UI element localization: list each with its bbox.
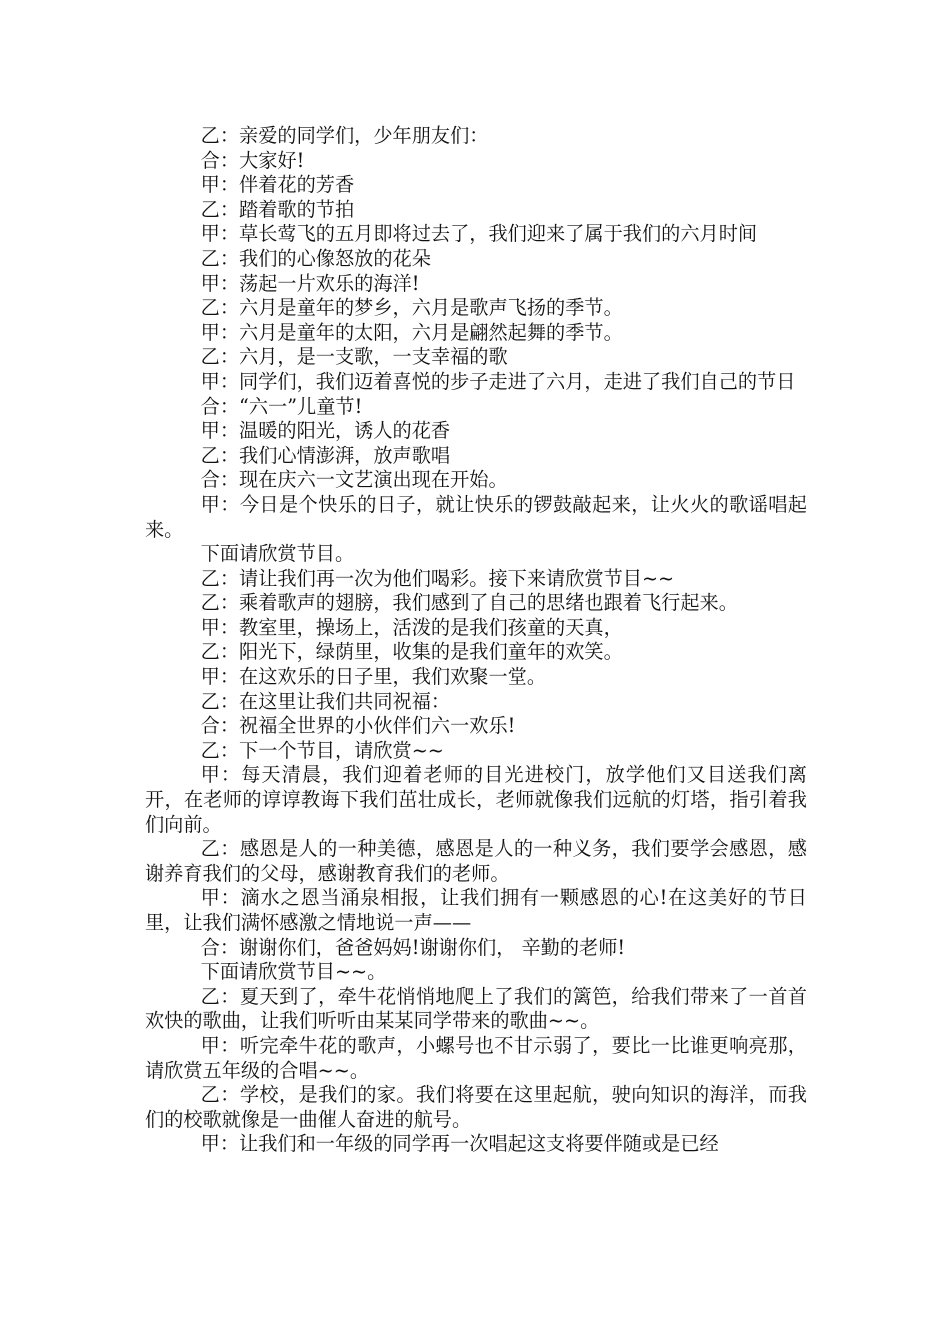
paragraph: 甲：同学们，我们迈着喜悦的步子走进了六月，走进了我们自己的节日 [200, 369, 796, 393]
document-page [145, 124, 807, 1157]
paragraph: 合：谢谢你们，爸爸妈妈!谢谢你们， 辛勤的老师! [200, 935, 626, 959]
paragraph: 乙：乘着歌声的翅膀，我们感到了自己的思绪也跟着飞行起来。 [200, 591, 738, 615]
paragraph: 乙：感恩是人的一种美德，感恩是人的一种义务，我们要学会感恩，感谢养育我们的父母，感谢教育我们的老师。 [145, 837, 807, 885]
paragraph: 合：大家好! [200, 148, 305, 172]
paragraph: 乙：学校，是我们的家。我们将要在这里起航，驶向知识的海洋，而我们的校歌就像是一曲催人奋进的航号。 [145, 1083, 807, 1131]
paragraph: 甲：每天清晨，我们迎着老师的目光进校门，放学他们又目送我们离开，在老师的谆谆教诲下我们茁壮成长，老师就像我们远航的灯塔，指引着我们向前。 [145, 763, 807, 836]
paragraph: 乙：亲爱的同学们，少年朋友们： [200, 124, 489, 147]
paragraph: 乙：六月，是一支歌，一支幸福的歌 [200, 345, 508, 369]
paragraph: 乙：夏天到了，牵牛花悄悄地爬上了我们的篱笆，给我们带来了一首首欢快的歌曲，让我们听听由某某同学带来的歌曲~~。 [145, 984, 807, 1033]
paragraph: 甲：听完牵牛花的歌声，小螺号也不甘示弱了，要比一比谁更响亮那，请欣赏五年级的合唱~~。 [145, 1033, 807, 1082]
paragraph: 甲：滴水之恩当涌泉相报，让我们拥有一颗感恩的心!在这美好的节日里，让我们满怀感激之情地说一声—— [145, 886, 807, 934]
paragraph: 甲：让我们和一年级的同学再一次唱起这支将要伴随或是已经 [200, 1132, 719, 1156]
paragraph: 合：“六一”儿童节! [200, 394, 363, 418]
paragraph: 甲：温暖的阳光，诱人的花香 [200, 419, 451, 443]
paragraph: 乙：我们心情澎湃，放声歌唱 [200, 443, 451, 467]
paragraph: 甲：草长莺飞的五月即将过去了，我们迎来了属于我们的六月时间 [200, 222, 758, 246]
paragraph: 甲：在这欢乐的日子里，我们欢聚一堂。 [200, 665, 547, 689]
paragraph: 乙：请让我们再一次为他们喝彩。接下来请欣赏节目~~ [200, 566, 675, 590]
paragraph: 甲：今日是个快乐的日子，就让快乐的锣鼓敲起来，让火火的歌谣唱起来。 [145, 492, 807, 541]
paragraph: 乙：我们的心像怒放的花朵 [200, 246, 431, 270]
paragraph: 乙：在这里让我们共同祝福： [200, 689, 451, 713]
paragraph: 合：祝福全世界的小伙伴们六一欢乐! [200, 714, 516, 738]
paragraph: 乙：踏着歌的节拍 [200, 197, 355, 221]
paragraph: 下面请欣赏节目~~。 [200, 960, 387, 984]
paragraph: 合：现在庆六一文艺演出现在开始。 [200, 468, 508, 492]
paragraph: 下面请欣赏节目。 [200, 542, 355, 566]
paragraph: 乙：下一个节目，请欣赏~~ [200, 738, 444, 762]
paragraph: 乙：六月是童年的梦乡，六月是歌声飞扬的季节。 [200, 296, 623, 320]
paragraph: 甲：伴着花的芳香 [200, 173, 355, 197]
paragraph: 甲：荡起一片欢乐的海洋! [200, 271, 420, 295]
paragraph: 甲：六月是童年的太阳，六月是翩然起舞的季节。 [200, 320, 623, 344]
paragraph: 甲：教室里，操场上，活泼的是我们孩童的天真， [200, 615, 623, 639]
paragraph: 乙：阳光下，绿荫里，收集的是我们童年的欢笑。 [200, 640, 623, 664]
